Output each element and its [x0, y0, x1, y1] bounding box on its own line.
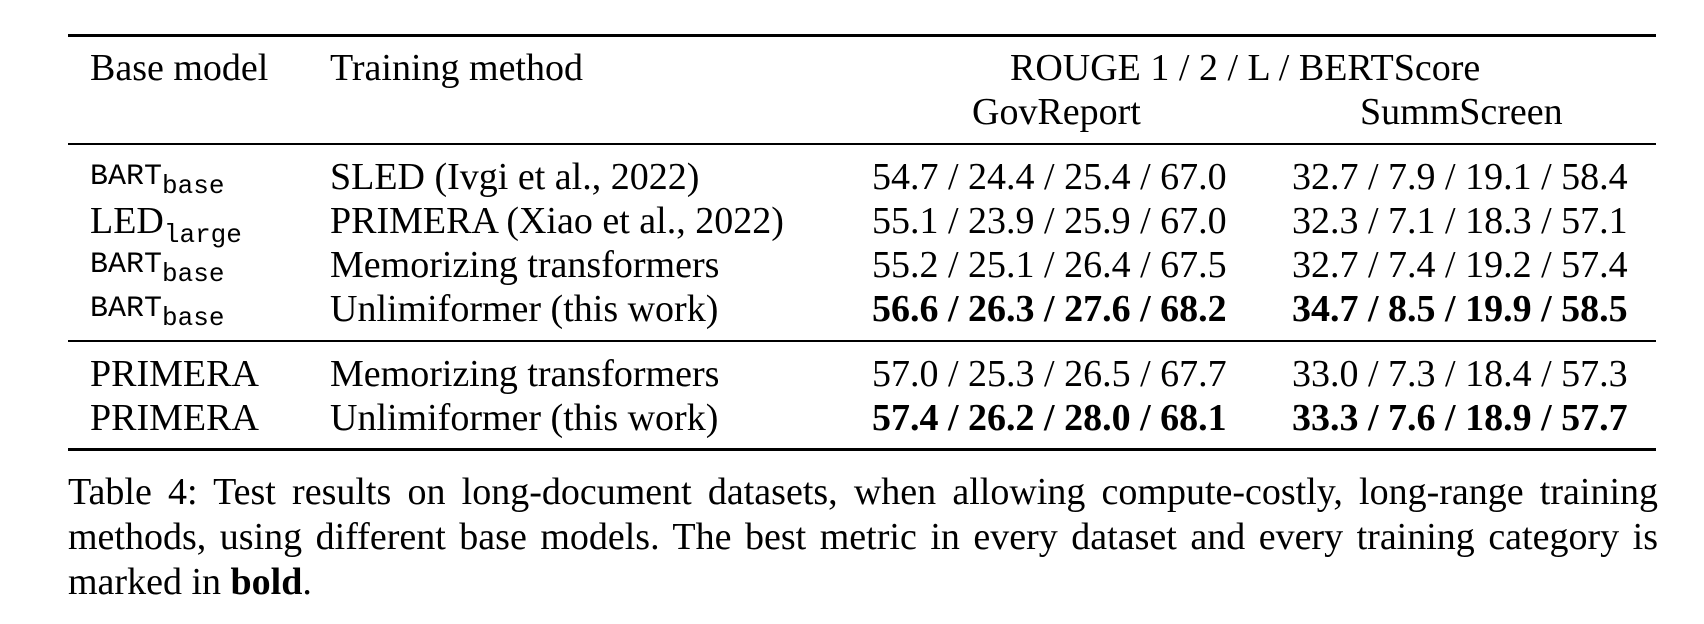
- caption-bold-word: bold: [230, 561, 303, 603]
- training-method-cell: Unlimiformer (this work): [330, 397, 719, 439]
- summscreen-score-cell: 33.0 / 7.3 / 18.4 / 57.3: [1292, 353, 1628, 395]
- table-caption: [68, 470, 1658, 605]
- base-model-subscript: base: [162, 171, 225, 201]
- govreport-score-cell: 56.6 / 26.3 / 27.6 / 68.2: [872, 288, 1227, 330]
- base-model-name: LED: [90, 200, 164, 242]
- govreport-score-cell: 57.4 / 26.2 / 28.0 / 68.1: [872, 397, 1227, 439]
- base-model-subscript: base: [162, 259, 225, 289]
- govreport-score-cell: 57.0 / 25.3 / 26.5 / 67.7: [872, 353, 1227, 395]
- caption-end: .: [302, 561, 312, 603]
- base-model-subscript: large: [163, 220, 242, 250]
- base-model-cell: [90, 243, 224, 290]
- base-model-cell: [90, 155, 224, 202]
- training-method-cell: Unlimiformer (this work): [330, 288, 719, 330]
- govreport-score-cell: 55.1 / 23.9 / 25.9 / 67.0: [872, 200, 1227, 242]
- training-method-cell: Memorizing transformers: [330, 244, 720, 286]
- summscreen-score-cell: 32.7 / 7.4 / 19.2 / 57.4: [1292, 244, 1628, 286]
- base-model-cell: [90, 396, 259, 448]
- base-model-subscript: base: [162, 303, 225, 333]
- training-method-cell: PRIMERA (Xiao et al., 2022): [330, 200, 784, 242]
- header-training-method: Training method: [330, 47, 583, 89]
- base-model-name: BART: [90, 160, 163, 194]
- caption-text: Table 4: Test results on long-document datasets, when allowing compute-costly, long-range training methods, using different base models. The best metric in every dataset and every training category is marked in: [68, 471, 1658, 603]
- summscreen-score-cell: 33.3 / 7.6 / 18.9 / 57.7: [1292, 397, 1628, 439]
- base-model-name: PRIMERA: [90, 397, 259, 439]
- summscreen-score-cell: 34.7 / 8.5 / 19.9 / 58.5: [1292, 288, 1628, 330]
- summscreen-score-cell: 32.7 / 7.9 / 19.1 / 58.4: [1292, 156, 1628, 198]
- training-method-cell: SLED (Ivgi et al., 2022): [330, 156, 700, 198]
- base-model-name: BART: [90, 248, 163, 282]
- training-method-cell: Memorizing transformers: [330, 353, 720, 395]
- summscreen-score-cell: 32.3 / 7.1 / 18.3 / 57.1: [1292, 200, 1628, 242]
- header-govreport: GovReport: [972, 91, 1141, 133]
- govreport-score-cell: 54.7 / 24.4 / 25.4 / 67.0: [872, 156, 1227, 198]
- header-metric-group: ROUGE 1 / 2 / L / BERTScore: [1010, 47, 1481, 89]
- bottom-rule: [68, 448, 1656, 451]
- base-model-cell: [90, 287, 224, 334]
- header-summscreen: SummScreen: [1360, 91, 1563, 133]
- header-rule: [68, 143, 1656, 145]
- top-rule: [68, 34, 1656, 37]
- group-separator-rule: [68, 340, 1656, 342]
- header-base-model: Base model: [90, 47, 269, 89]
- base-model-name: BART: [90, 292, 163, 326]
- base-model-name: PRIMERA: [90, 353, 259, 395]
- govreport-score-cell: 55.2 / 25.1 / 26.4 / 67.5: [872, 244, 1227, 286]
